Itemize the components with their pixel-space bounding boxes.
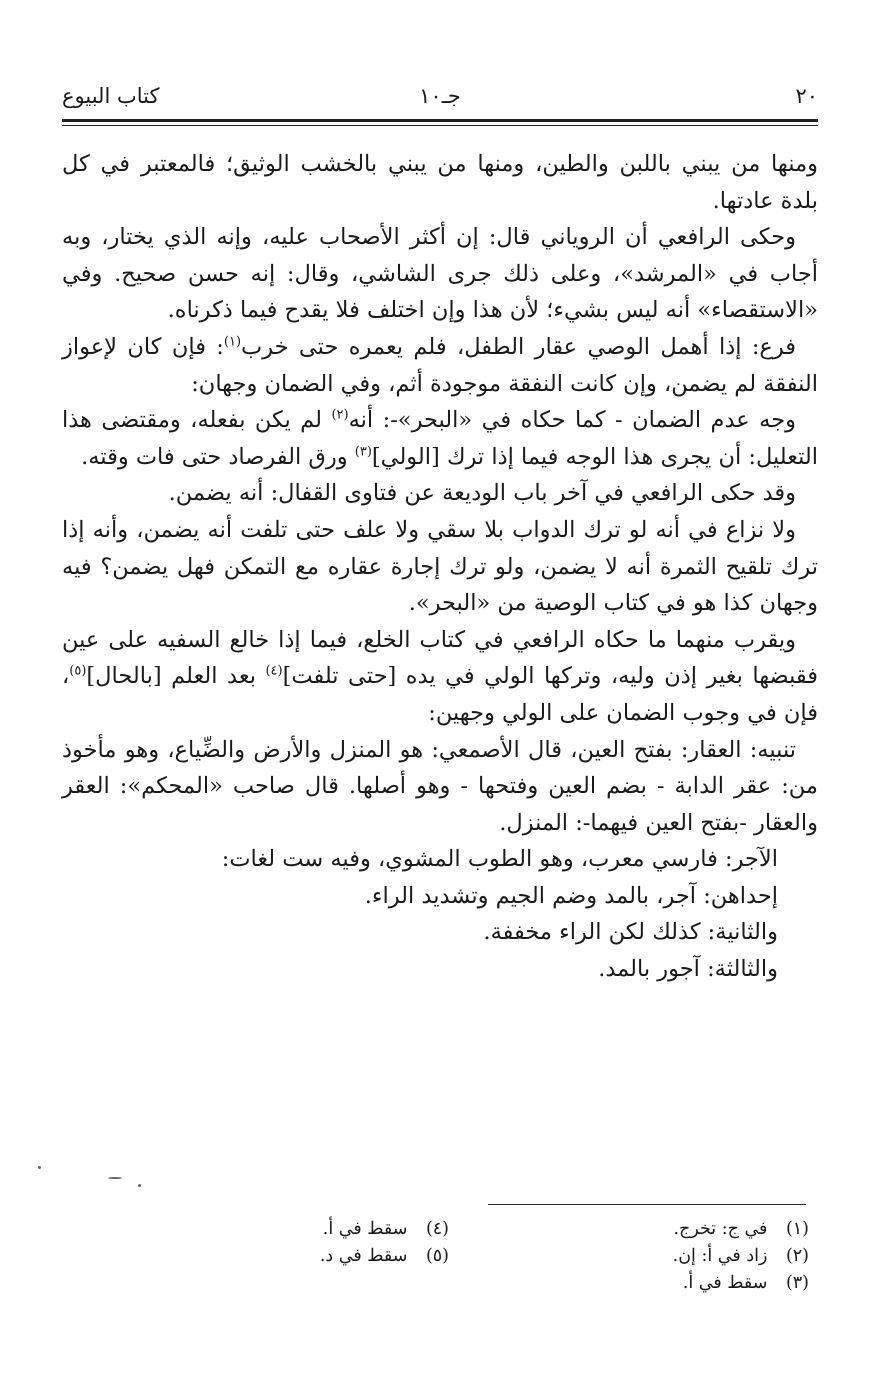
- header-rule-thin: [62, 125, 818, 126]
- paragraph-text: بعد العلم [بالحال]: [86, 663, 266, 690]
- running-title: كتاب البيوع: [62, 84, 160, 108]
- paragraph: [62, 329, 818, 402]
- footnote-item: [489, 1270, 809, 1297]
- footnote-item: [249, 1216, 449, 1243]
- paragraph-text: وجه عدم الضمان - كما حكاه في «البحر»-: أنه: [348, 407, 796, 434]
- footnote-item: [489, 1243, 809, 1270]
- indented-line: إحداهن: آجر، بالمد وضم الجيم وتشديد الراء.: [364, 882, 778, 909]
- indented-line: والثانية: كذلك لكن الراء مخففة.: [483, 919, 778, 946]
- paragraph-text: لم يكن بفعله، ومقتضى هذا التعليل: أن يجرى هذا الوجه فيما إذا ترك [الولي]: [62, 407, 818, 470]
- scan-speck: [138, 1184, 141, 1187]
- footnotes-column-left: [249, 1216, 449, 1270]
- footnote-text: سقط في أ.: [682, 1273, 768, 1293]
- paragraph-text: فرع: إذا أهمل الوصي عقار الطفل، فلم يعمره حتى خرب: [241, 333, 797, 360]
- paragraph: تنبيه: العقار: بفتح العين، قال الأصمعي: هو المنزل والأرض والضِّياع، وهو مأخوذ من: عقر الدابة - بضم العين وفتحها - وهو أصلها. قال صاحب «المحكم»: العقر والعقار -بفتح العين فيهما-: المنزل.: [62, 736, 818, 836]
- main-text: [62, 146, 818, 988]
- paragraph-text: ، فإن في وجوب الضمان على الولي وجهين:: [62, 663, 818, 726]
- footnote-ref: (١): [223, 334, 242, 350]
- footnote-number: (١): [785, 1219, 809, 1239]
- scan-speck: [108, 1177, 122, 1179]
- footnote-ref: (٤): [265, 663, 283, 679]
- footnotes-column-right: [489, 1216, 809, 1297]
- footnote-text: في ج: تخرج.: [673, 1219, 768, 1239]
- footnote-item: [249, 1243, 449, 1270]
- footnote-number: (٣): [785, 1273, 809, 1293]
- footnote-text: سقط في أ.: [322, 1219, 408, 1239]
- paragraph: [62, 622, 818, 732]
- footnote-number: (٤): [425, 1219, 449, 1239]
- paragraph-text: ورق الفرصاد حتى فات وقته.: [81, 443, 355, 470]
- paragraph-text: ويقرب منهما ما حكاه الرافعي في كتاب الخلع، فيما إذا خالع السفيه على عين فقبضها بغير إذن وليه، وتركها الولي في يده [حتى تلفت]: [62, 626, 818, 690]
- header-rule-thick: [62, 119, 818, 122]
- footnote-ref: (٢): [331, 407, 349, 423]
- footnote-ref: (٣): [354, 444, 372, 460]
- paragraph: وحكى الرافعي أن الروياني قال: إن أكثر الأصحاب عليه، وإنه الذي يختار، وبه أجاب في «المرشد»، وعلى ذلك جرى الشاشي، وقال: إنه حسن صحيح. وفي «الاستقصاء» أنه ليس بشيء؛ لأن هذا وإن اختلف فلا يقدح فيما ذكرناه.: [62, 224, 818, 324]
- footnote-number: (٥): [425, 1246, 449, 1266]
- footnote-text: سقط في د.: [319, 1246, 408, 1266]
- volume-label: جـ١٠: [419, 84, 461, 108]
- paragraph: ولا نزاع في أنه لو ترك الدواب بلا سقي ولا علف حتى تلفت أنه يضمن، وأنه إذا ترك تلقيح الثمرة أنه لا يضمن، ولو ترك إجارة عقاره مع التمكن فهل يضمن؟ فيه وجهان كذا هو في كتاب الوصية من «البحر».: [62, 516, 818, 617]
- page-number: ٢٠: [795, 84, 818, 108]
- paragraph-text: : فإن كان لإعواز النفقة لم يضمن، وإن كانت النفقة موجودة أثم، وفي الضمان وجهان:: [62, 333, 818, 397]
- footnote-number: (٢): [785, 1246, 809, 1266]
- indented-line: والثالثة: آجور بالمد.: [598, 956, 778, 983]
- scan-speck: [38, 1166, 41, 1169]
- paragraph: وقد حكى الرافعي في آخر باب الوديعة عن فتاوى القفال: أنه يضمن.: [168, 480, 796, 507]
- indented-line: الآجر: فارسي معرب، وهو الطوب المشوي، وفيه ست لغات:: [221, 846, 778, 873]
- paragraph: [62, 402, 818, 475]
- footnote-separator: [488, 1204, 806, 1205]
- paragraph: ومنها من يبني باللبن والطين، ومنها من يبني بالخشب الوثيق؛ فالمعتبر في كل بلدة عادتها.: [62, 151, 818, 214]
- footnote-item: [489, 1216, 809, 1243]
- page-header: [62, 76, 818, 116]
- footnote-ref: (٥): [69, 663, 87, 679]
- footnote-text: زاد في أ: إن.: [672, 1246, 768, 1266]
